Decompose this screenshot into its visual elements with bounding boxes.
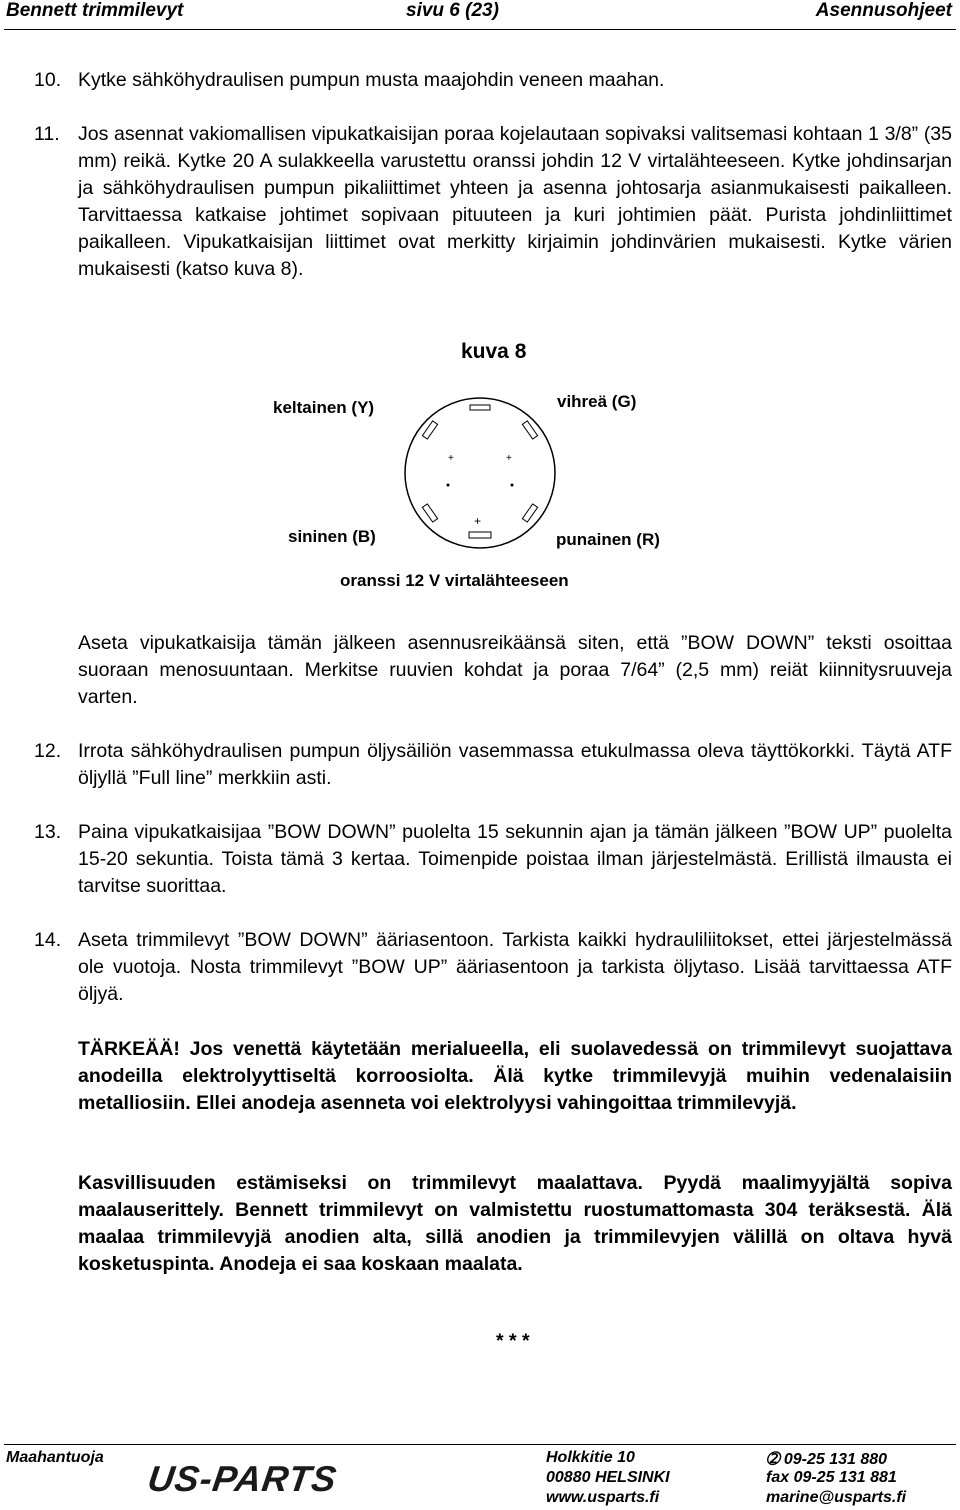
pin-dot [447,484,450,487]
antifouling-notice: Kasvillisuuden estämiseksi on trimmilevyt maalattava. Pyydä maalimyyjältä sopiva maalauserittely. Bennett trimmilevyt on valmistettu ruostumattomasta 304 teräksestä. Älä maalaa trimmilevyjä anodien alta, sillä anodien ja trimmilevyjen välillä on oltava hyvä kosketuspinta. Anodeja ei saa koskaan maalata. [78,1172,952,1275]
step-number: 11. [34,123,60,145]
step-number: 13. [34,821,62,843]
terminal-orange [469,532,491,538]
step-text: Aseta trimmilevyt ”BOW DOWN” ääriasentoon. Tarkista kaikki hydrauliliitokset, ettei järjestelmässä ole vuotoja. Nosta trimmilevyt ”BOW UP” ääriasentoon ja tarkista öljytaso. Lisää tarvittaessa ATF öljyä. [78,929,952,1005]
footer-importer: Maahantuoja [6,1449,104,1466]
label-orange: oranssi 12 V virtalähteeseen [340,571,569,590]
step-number: 12. [34,740,62,762]
footer-street: Holkkitie 10 [546,1449,635,1466]
plus-marker: + [448,453,454,464]
end-mark: * * * [496,1330,530,1352]
terminal-yellow [422,421,437,439]
plus-marker: + [474,514,482,528]
step-text: Paina vipukatkaisijaa ”BOW DOWN” puolelta 15 sekunnin ajan ja tämän jälkeen ”BOW UP” puolelta 15-20 sekuntia. Toista tämä 3 kertaa. Toimenpide poistaa ilman järjestelmästä. Erillistä ilmausta ei tarvitse suorittaa. [78,821,952,897]
plus-marker: + [506,453,512,464]
footer-phone: ➁ 09-25 131 880 [766,1451,888,1468]
footer-web-link[interactable]: www.usparts.fi [546,1489,660,1506]
header-rule [4,29,956,30]
page-number: sivu 6 (23) [406,0,499,21]
terminal-green [522,421,537,439]
pin-dot [511,484,514,487]
label-red: punainen (R) [556,530,660,549]
label-yellow: keltainen (Y) [273,398,375,417]
step-text: Kytke sähköhydraulisen pumpun musta maajohdin veneen maahan. [78,69,665,91]
step-number: 14. [34,929,62,951]
important-notice: TÄRKEÄÄ! Jos venettä käytetään merialueella, eli suolavedessä on trimmilevyt suojattava anodeilla elektrolyyttiseltä korroosiolta. Älä kytke trimmilevyjä muihin vedenalaisiin metalliosiin. Ellei anodeja asenneta voi elektrolyysi vahingoittaa trimmilevyjä. [78,1038,952,1114]
footer-postal: 00880 HELSINKI [546,1469,670,1486]
terminal-blue [422,504,437,522]
switch-terminal-diagram [390,385,570,565]
footer-rule [4,1444,956,1445]
label-blue: sininen (B) [288,527,376,546]
step-number: 10. [34,69,62,91]
terminal-top [470,405,490,410]
mounting-instructions: Aseta vipukatkaisija tämän jälkeen asennusreikäänsä siten, että ”BOW DOWN” teksti osoittaa suoraan menosuuntaan. Merkitse ruuvien kohdat ja poraa 7/64” (2,5 mm) reiät kiinnitysruuveja varten. [78,632,952,708]
footer-email-link[interactable]: marine@usparts.fi [766,1489,907,1506]
step-text: Irrota sähköhydraulisen pumpun öljysäiliön vasemmassa etukulmassa oleva täyttökorkki. Täytä ATF öljyllä ”Full line” merkkiin asti. [78,740,952,789]
header-title: Bennett trimmilevyt [6,0,184,21]
header-section: Asennusohjeet [815,0,952,21]
step-text: Jos asennat vakiomallisen vipukatkaisijan poraa kojelautaan sopivaksi valitsemasi kohtaan 1 3/8” (35 mm) reikä. Kytke 20 A sulakkeella varustettu oranssi johdin 12 V virtalähteeseen. Kytke johdinsarjan ja sähköhydraulisen pumpun pikaliittimet yhteen ja asenna johtosarja asianmukaisesti paikalleen. Tarvittaessa katkaise johtimet sopivaan pituuteen ja kuri johtimien päät. Purista johdinliittimet paikalleen. Vipukatkaisijan liittimet ovat merkitty kirjaimin johdinvärien mukaisesti. Kytke värien mukaisesti (katso kuva 8). [78,123,952,280]
footer-fax: fax 09-25 131 881 [766,1469,897,1486]
label-green: vihreä (G) [557,392,637,411]
terminal-red [522,504,537,522]
us-parts-logo: US-PARTS [145,1458,340,1499]
figure-title: kuva 8 [461,340,527,363]
